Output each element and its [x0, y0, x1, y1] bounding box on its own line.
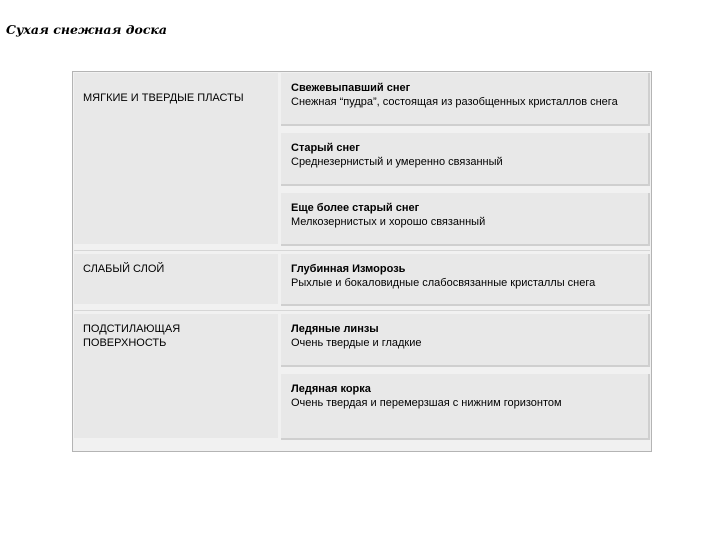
row-3 — [291, 201, 643, 229]
row-6-title: Ледяная корка — [291, 383, 371, 395]
row-4-title: Глубинная Изморозь — [291, 263, 406, 275]
row-6-desc: Очень твердая и перемерзшая с нижним горизонтом — [291, 397, 562, 409]
row-1-title: Свежевыпавший снег — [291, 82, 411, 94]
row-5-desc: Очень твердые и гладкие — [291, 337, 422, 349]
row-6 — [291, 382, 643, 410]
page-title: Сухая снежная доска — [6, 22, 167, 37]
left-label-slabs: МЯГКИЕ И ТВЕРДЫЕ ПЛАСТЫ — [83, 92, 244, 104]
row-1-desc: Снежная “пудра”, состоящая из разобщенных кристаллов снега — [291, 96, 618, 108]
row-4-desc: Рыхлые и бокаловидные слабосвязанные кристаллы снега — [291, 277, 596, 289]
left-label-bed-surface: ПОДСТИЛАЮЩАЯ ПОВЕРХНОСТЬ — [83, 323, 181, 349]
row-2-title: Старый снег — [291, 142, 360, 154]
row-2 — [291, 141, 643, 169]
row-3-title: Еще более старый снег — [291, 202, 420, 214]
row-2-desc: Среднезернистый и умеренно связанный — [291, 156, 503, 168]
row-5 — [291, 322, 643, 350]
row-1 — [291, 81, 643, 109]
row-4 — [291, 262, 643, 290]
row-3-desc: Мелкозернистых и хорошо связанный — [291, 216, 486, 228]
row-5-title: Ледяные линзы — [291, 323, 379, 335]
section-divider — [74, 250, 650, 251]
section-divider — [74, 310, 650, 311]
left-label-weak-layer: СЛАБЫЙ СЛОЙ — [83, 263, 165, 275]
